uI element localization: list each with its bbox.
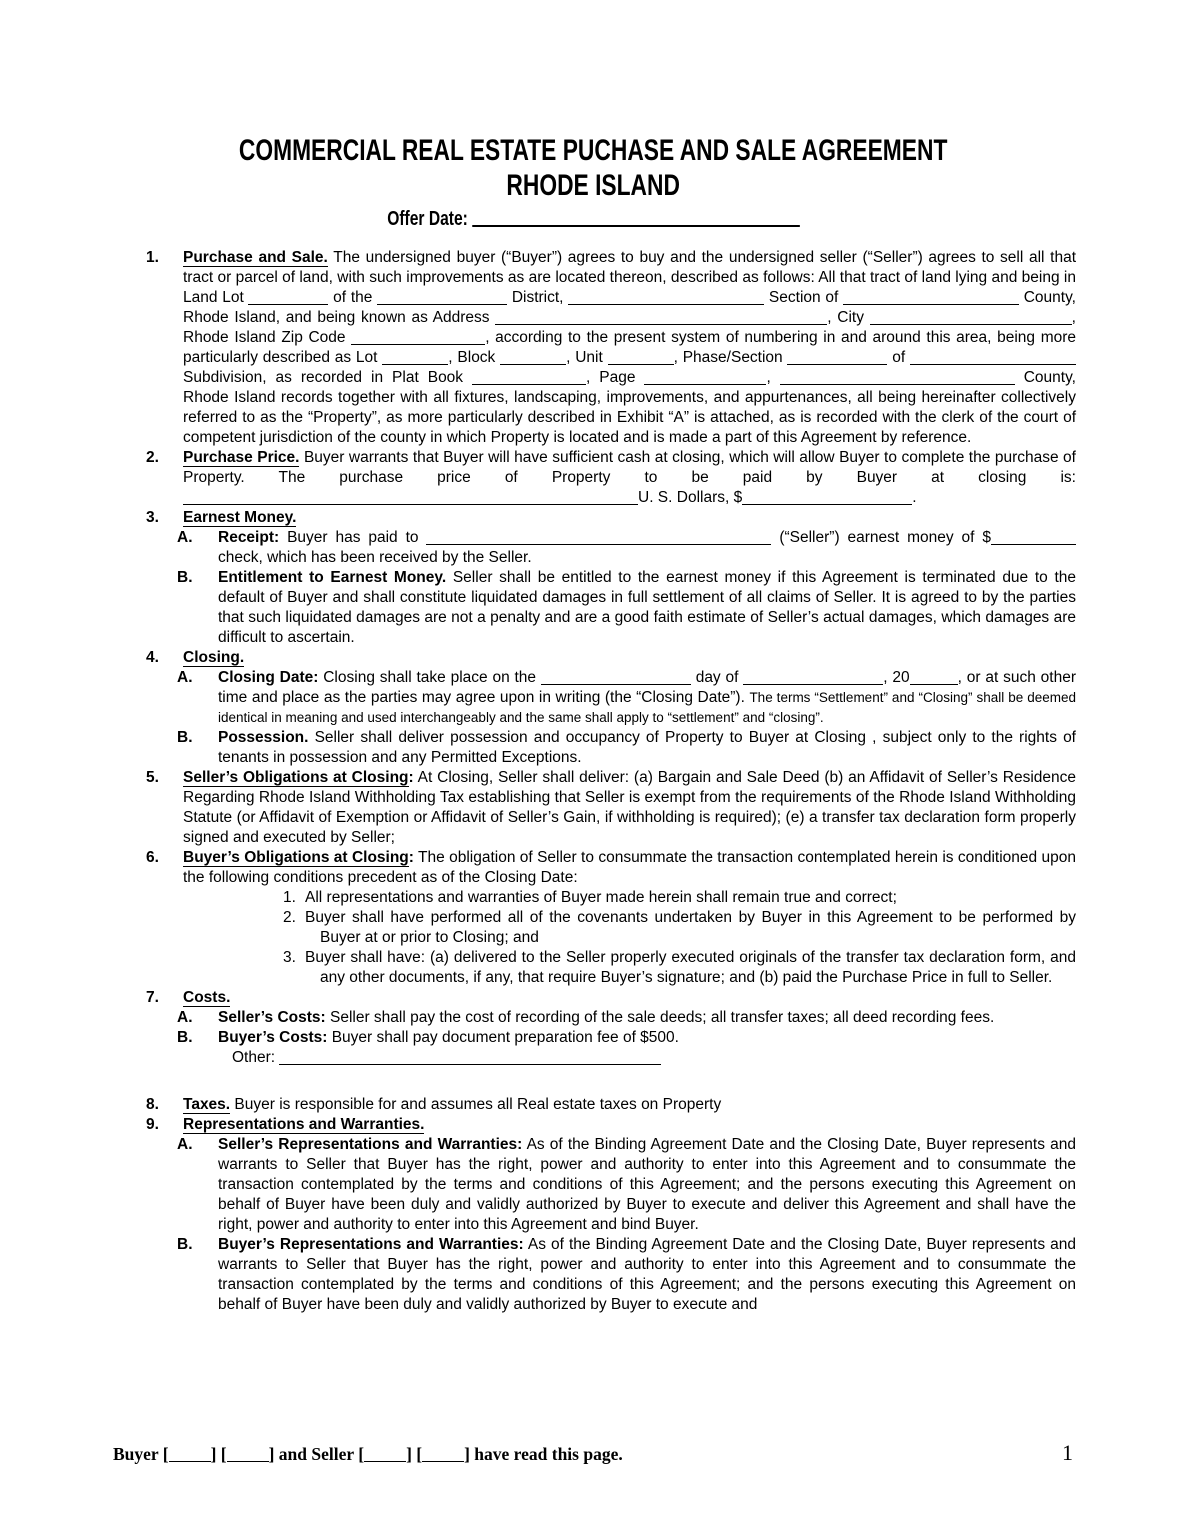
clause-heading: Purchase Price. bbox=[183, 449, 300, 466]
document-header bbox=[0, 0, 1187, 232]
document-title: COMMERCIAL REAL ESTATE PUCHASE AND SALE AGREEMENT bbox=[239, 134, 948, 167]
clause-8-taxes bbox=[146, 1095, 1076, 1115]
clause-4-closing bbox=[146, 648, 1076, 668]
clause-heading: Seller’s Costs: bbox=[218, 1009, 326, 1026]
clause-3a-receipt bbox=[146, 528, 1076, 568]
clause-text: (“Seller”) earnest money of $ bbox=[771, 529, 992, 546]
clause-text: Buyer is responsible for and assumes all Real estate taxes on Property bbox=[230, 1096, 722, 1113]
clause-heading: : bbox=[408, 849, 414, 866]
clause-fine-print: The terms “Settlement” and “Closing” shall be deemed identical in meaning and used interchangeably and the same shall apply to “settlement” and “closing”. bbox=[218, 690, 1076, 725]
clause-marker: 3. bbox=[283, 949, 296, 966]
blank-field[interactable] bbox=[870, 311, 1072, 325]
blank-field[interactable] bbox=[500, 351, 566, 365]
clause-text: Section of bbox=[764, 289, 843, 306]
clause-heading: Seller’s Obligations at Closing bbox=[183, 769, 409, 786]
clause-marker: 7. bbox=[146, 989, 159, 1006]
clause-marker: B. bbox=[177, 729, 193, 746]
clause-9-representations bbox=[146, 1115, 1076, 1135]
clause-text: Buyer shall pay document preparation fee of $500. bbox=[327, 1029, 679, 1046]
clause-text: Buyer warrants that Buyer will have sufficient cash at closing, which will allow Buyer to complete the purchase of Property. The purchase price of Property to be paid by Buyer at closing is: bbox=[183, 449, 1076, 486]
clause-7b-other-line bbox=[146, 1048, 1076, 1068]
clause-text: U. S. Dollars, $ bbox=[638, 489, 743, 506]
clause-heading: Buyer’s Costs: bbox=[218, 1029, 328, 1046]
blank-field[interactable] bbox=[377, 291, 507, 305]
blank-field[interactable] bbox=[472, 371, 586, 385]
clause-6-buyers-obligations bbox=[146, 848, 1076, 888]
document-subtitle: RHODE ISLAND bbox=[506, 169, 681, 202]
blank-field[interactable] bbox=[743, 671, 883, 685]
clause-7a-sellers-costs bbox=[146, 1008, 1076, 1028]
clause-heading: Purchase and Sale. bbox=[183, 249, 328, 266]
clause-heading: Closing Date: bbox=[218, 669, 319, 686]
blank-field[interactable] bbox=[991, 531, 1076, 545]
clause-text: check, which has been received by the Seller. bbox=[218, 549, 532, 566]
clause-text: The obligation of Seller to consummate the transaction contemplated herein is conditioned upon the following conditions precedent as of the Closing Date: bbox=[183, 849, 1076, 886]
clause-text: , City bbox=[827, 309, 870, 326]
clause-6-condition-1 bbox=[146, 888, 1076, 908]
clause-marker: A. bbox=[177, 1136, 193, 1153]
clause-4a-closing-date bbox=[146, 668, 1076, 728]
clause-marker: B. bbox=[177, 1236, 193, 1253]
clause-heading: : bbox=[408, 769, 414, 786]
clause-9b-buyers-representations bbox=[146, 1235, 1076, 1315]
clause-text: of the bbox=[328, 289, 378, 306]
clause-text: , Page bbox=[586, 369, 645, 386]
clause-text: As of the Binding Agreement Date and the Closing Date, Buyer represents and warrants to Seller that Buyer has the right, power and authority to enter into this Agreement and to consummate the transaction contemplated by the terms and conditions of this Agreement; and the persons executing this Agreement on behalf of Buyer have been duly and validly authorized by Buyer to execute and bbox=[218, 1236, 1077, 1313]
blank-field[interactable] bbox=[422, 1449, 464, 1462]
clause-text: Closing shall take place on the bbox=[318, 669, 541, 686]
clause-text: At Closing, Seller shall deliver: (a) Bargain and Sale Deed (b) an Affidavit of Seller’s Residence Regarding Rhode Island Withholding Tax establishing that Seller is exempt from the requirements of the Rhode Island Withholding Statute (or Affidavit of Exemption or Affidavit of Seller’s Gain, if withholding is required); (e) a transfer tax declaration form properly signed and executed by Seller; bbox=[183, 769, 1077, 846]
clause-marker: 8. bbox=[146, 1096, 159, 1113]
offer-date-group bbox=[387, 208, 800, 230]
clause-text: ] and Seller [ bbox=[268, 1444, 365, 1464]
clause-text: ] [ bbox=[210, 1444, 227, 1464]
clause-1-purchase-and-sale bbox=[146, 248, 1076, 448]
clause-text: Buyer has paid to bbox=[279, 529, 427, 546]
clause-heading: Seller’s Representations and Warranties: bbox=[218, 1136, 523, 1153]
clause-text: day of bbox=[690, 669, 744, 686]
clause-heading: Possession. bbox=[218, 729, 309, 746]
clause-text: , 20 bbox=[883, 669, 910, 686]
clause-text: Buyer shall have performed all of the covenants undertaken by Buyer in this Agreement to be performed by Buyer at or prior to Closing; and bbox=[305, 909, 1076, 946]
clause-2-purchase-price bbox=[146, 448, 1076, 508]
clause-heading: Representations and Warranties. bbox=[183, 1116, 425, 1133]
blank-field[interactable] bbox=[910, 671, 958, 685]
blank-field[interactable] bbox=[910, 351, 1076, 365]
clause-6-condition-3 bbox=[146, 948, 1076, 988]
clause-3-earnest-money bbox=[146, 508, 1076, 528]
clause-text: of bbox=[887, 349, 911, 366]
clause-7-costs bbox=[146, 988, 1076, 1008]
clause-text: ] [ bbox=[406, 1444, 423, 1464]
clause-text: , Phase/Section bbox=[673, 349, 788, 366]
blank-field[interactable] bbox=[279, 1051, 661, 1065]
blank-field[interactable] bbox=[351, 331, 485, 345]
clause-heading: Entitlement to Earnest Money. bbox=[218, 569, 447, 586]
clause-heading: Receipt: bbox=[218, 529, 280, 546]
clause-heading: Costs. bbox=[183, 989, 231, 1006]
clause-text: , Rhode Island Zip Code bbox=[183, 309, 1076, 346]
clause-text: Other: bbox=[232, 1049, 280, 1066]
clause-text: Seller shall pay the cost of recording of the sale deeds; all transfer taxes; all deed recording fees. bbox=[325, 1009, 995, 1026]
blank-field[interactable] bbox=[568, 291, 764, 305]
blank-field[interactable] bbox=[644, 371, 766, 385]
clause-7b-buyers-costs bbox=[146, 1028, 1076, 1048]
clause-text: ] have read this page. bbox=[464, 1444, 623, 1464]
clause-heading: Closing. bbox=[183, 649, 245, 666]
clause-text: Subdivision, as recorded in Plat Book bbox=[183, 369, 473, 386]
blank-field[interactable] bbox=[541, 671, 691, 685]
clause-text: Seller shall deliver possession and occupancy of Property to Buyer at Closing , subject only to the rights of tenants in possession and any Permitted Exceptions. bbox=[218, 729, 1076, 766]
clause-5-sellers-obligations bbox=[146, 768, 1076, 848]
clause-text: All representations and warranties of Buyer made herein shall remain true and correct; bbox=[305, 889, 897, 906]
offer-date-field[interactable] bbox=[472, 210, 800, 227]
blank-field[interactable] bbox=[169, 1449, 211, 1462]
clause-text: As of the Binding Agreement Date and the Closing Date, Buyer represents and warrants to Seller that Buyer has the right, power and authority to enter into this Agreement and to consummate the transaction contemplated by the terms and conditions of this Agreement; and the persons executing this Agreement on behalf of Buyer have been duly and validly authorized by Buyer to execute and deliver this Agreement and shall have the right, power and authority to enter into this Agreement and bind Buyer. bbox=[218, 1136, 1076, 1233]
clause-text: Buyer shall have: (a) delivered to the Seller properly executed originals of the transfer tax declaration form, and any other documents, if any, that require Buyer’s signature; and (b) paid the Purchase Price in full to Seller. bbox=[305, 949, 1076, 986]
blank-field[interactable] bbox=[227, 1449, 269, 1462]
clause-text: County, Rhode Island, and being known as Address bbox=[183, 289, 1076, 326]
clause-marker: 5. bbox=[146, 769, 159, 786]
blank-field[interactable] bbox=[608, 351, 674, 365]
subtitle-row bbox=[0, 171, 1187, 206]
clause-marker: A. bbox=[177, 1009, 193, 1026]
clause-6-condition-2 bbox=[146, 908, 1076, 948]
footer-initials-line bbox=[113, 1444, 623, 1465]
clause-text: , bbox=[766, 369, 780, 386]
blank-field[interactable] bbox=[495, 311, 827, 325]
clause-text: Seller shall be entitled to the earnest money if this Agreement is terminated due to the default of Buyer and shall constitute liquidated damages in full settlement of all claims of Seller. It is agreed to by the parties that such liquidated damages are not a penalty and are a good faith estimate of Seller’s actual damages, which damages are difficult to ascertain. bbox=[218, 569, 1077, 646]
clause-text: , Block bbox=[448, 349, 501, 366]
clause-text: , Unit bbox=[566, 349, 608, 366]
offer-date-label: Offer Date: bbox=[387, 208, 468, 230]
clause-marker: 3. bbox=[146, 509, 159, 526]
clause-9a-sellers-representations bbox=[146, 1135, 1076, 1235]
clause-marker: 4. bbox=[146, 649, 159, 666]
clause-text: District, bbox=[507, 289, 569, 306]
title-row bbox=[0, 136, 1187, 171]
blank-field[interactable] bbox=[787, 351, 887, 365]
blank-field[interactable] bbox=[364, 1449, 406, 1462]
blank-field[interactable] bbox=[183, 491, 638, 505]
clause-marker: 9. bbox=[146, 1116, 159, 1133]
blank-field[interactable] bbox=[843, 291, 1019, 305]
clause-text: , or at such other time and place as the parties may agree upon in writing (the “Closing Date”). bbox=[218, 669, 1077, 706]
clause-marker: 6. bbox=[146, 849, 159, 866]
clause-text: . bbox=[912, 489, 917, 506]
blank-field[interactable] bbox=[742, 491, 912, 505]
offer-date-row bbox=[0, 208, 1187, 232]
clause-marker: B. bbox=[177, 1029, 193, 1046]
clause-heading: Buyer’s Representations and Warranties: bbox=[218, 1236, 524, 1253]
document-body bbox=[146, 248, 1076, 1315]
clause-4b-possession bbox=[146, 728, 1076, 768]
clause-marker: 2. bbox=[283, 909, 296, 926]
blank-field[interactable] bbox=[780, 371, 1015, 385]
clause-marker: A. bbox=[177, 529, 193, 546]
clause-text: The undersigned buyer (“Buyer”) agrees to buy and the undersigned seller (“Seller”) agrees to sell all that tract or parcel of land, with such improvements as are located thereon, described as follows: All that tract of land lying and being in Land Lot bbox=[183, 249, 1076, 306]
clause-marker: 1. bbox=[283, 889, 296, 906]
blank-field[interactable] bbox=[426, 531, 771, 545]
clause-marker: B. bbox=[177, 569, 193, 586]
clause-text: Buyer [ bbox=[113, 1444, 169, 1464]
blank-field[interactable] bbox=[382, 351, 448, 365]
clause-marker: 1. bbox=[146, 249, 159, 266]
clause-heading: Earnest Money. bbox=[183, 509, 297, 526]
clause-text: County, Rhode Island records together with all fixtures, landscaping, improvements, and appurtenances, all being hereinafter collectively referred to as the “Property”, as more particularly described in Exhibit “A” is attached, as is recorded with the clerk of the court of competent jurisdiction of the county in which Property is located and is made a part of this Agreement by reference. bbox=[183, 369, 1076, 446]
clause-3b-entitlement bbox=[146, 568, 1076, 648]
clause-marker: A. bbox=[177, 669, 193, 686]
clause-marker: 2. bbox=[146, 449, 159, 466]
clause-heading: Taxes. bbox=[183, 1096, 231, 1113]
page-number: 1 bbox=[1062, 1440, 1073, 1465]
clause-text: , according to the present system of numbering in and around this area, being more particularly described as Lot bbox=[183, 329, 1077, 366]
blank-field[interactable] bbox=[248, 291, 328, 305]
clause-heading: Buyer’s Obligations at Closing bbox=[183, 849, 409, 866]
